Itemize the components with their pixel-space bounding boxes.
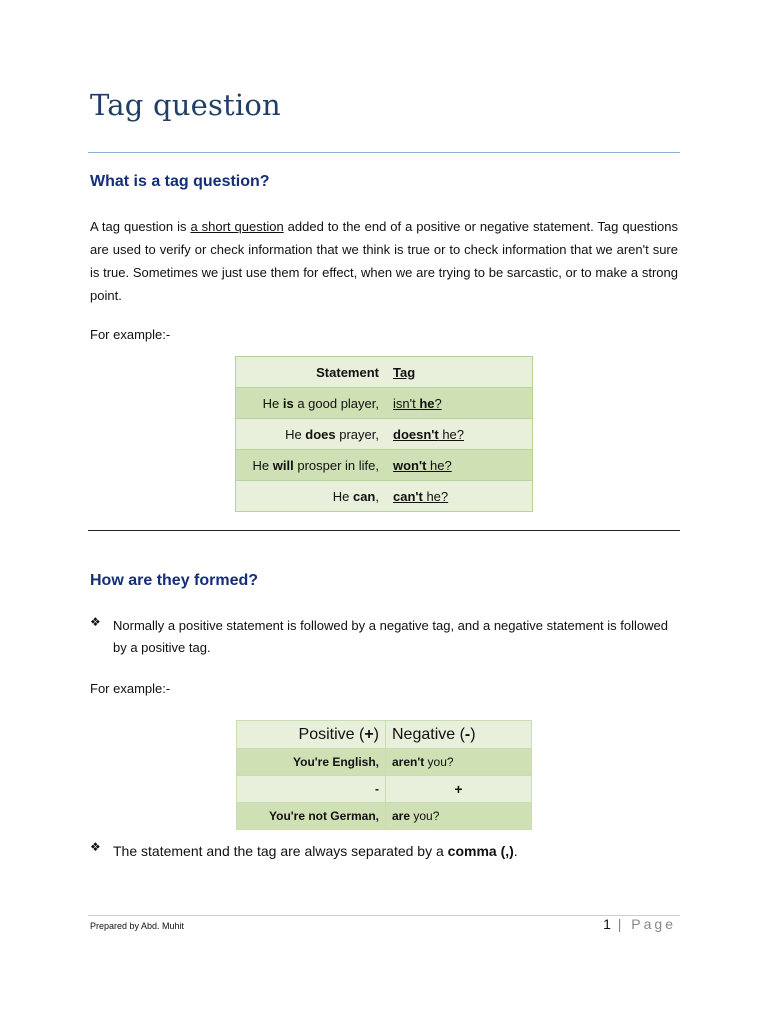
section-heading-how: How are they formed?: [90, 572, 259, 589]
header-negative: Negative (-): [386, 721, 532, 749]
tag-example-table: [235, 356, 533, 512]
table-header-row: [236, 357, 533, 388]
short-question-link[interactable]: a short question: [190, 219, 284, 234]
section-heading-what: What is a tag question?: [90, 173, 270, 190]
statement-cell: He can,: [236, 481, 387, 512]
tag-cell: aren't you?: [386, 749, 532, 776]
table-row: [237, 803, 532, 830]
example-label-2: For example:-: [90, 681, 171, 696]
statement-cell: You're English,: [237, 749, 386, 776]
table-row: [236, 481, 533, 512]
footer-page-number: 1 | Page: [603, 916, 676, 932]
intro-text-rest: added to the end of a positive or negative statement. Tag questions are used to verify or check information that we think is true or to check information that we aren't sure is true. Sometimes we just use them for effect, when we are trying to be sarcastic, or to make a strong point.: [90, 219, 679, 303]
intro-text-start: A tag question is: [90, 219, 191, 234]
section-divider: [88, 530, 680, 531]
statement-cell: He does prayer,: [236, 419, 387, 450]
table-row: [236, 450, 533, 481]
statement-cell: He will prosper in life,: [236, 450, 387, 481]
bullet-text: Normally a positive statement is followed by a negative tag, and a negative statement is followed by a positive tag.: [113, 618, 668, 655]
bullet-text: The statement and the tag are always separated by a comma (,).: [113, 843, 518, 859]
sign-cell-right: +: [386, 776, 532, 803]
footer-author: Prepared by Abd. Muhit: [90, 921, 185, 931]
diamond-bullet-icon: ❖: [90, 840, 101, 854]
statement-cell: You're not German,: [237, 803, 386, 830]
tag-cell: isn't he?: [386, 388, 533, 419]
table-row: [236, 388, 533, 419]
statement-cell: He is a good player,: [236, 388, 387, 419]
positive-negative-table: [236, 720, 532, 830]
table-row: [237, 749, 532, 776]
sign-cell-left: -: [237, 776, 386, 803]
tag-cell: are you?: [386, 803, 532, 830]
header-positive: Positive (+): [237, 721, 386, 749]
table-row: [237, 776, 532, 803]
example-label-1: For example:-: [90, 327, 171, 342]
diamond-bullet-icon: ❖: [90, 615, 101, 629]
footer-rule: [88, 915, 680, 916]
title-underline: [88, 152, 680, 153]
tag-cell: doesn't he?: [386, 419, 533, 450]
table-row: [236, 419, 533, 450]
tag-cell: won't he?: [386, 450, 533, 481]
table-header-row: [237, 721, 532, 749]
page-title: Tag question: [90, 88, 281, 122]
tag-cell: can't he?: [386, 481, 533, 512]
intro-paragraph: [90, 215, 678, 307]
header-statement: Statement: [236, 357, 387, 388]
header-tag: Tag: [386, 357, 533, 388]
